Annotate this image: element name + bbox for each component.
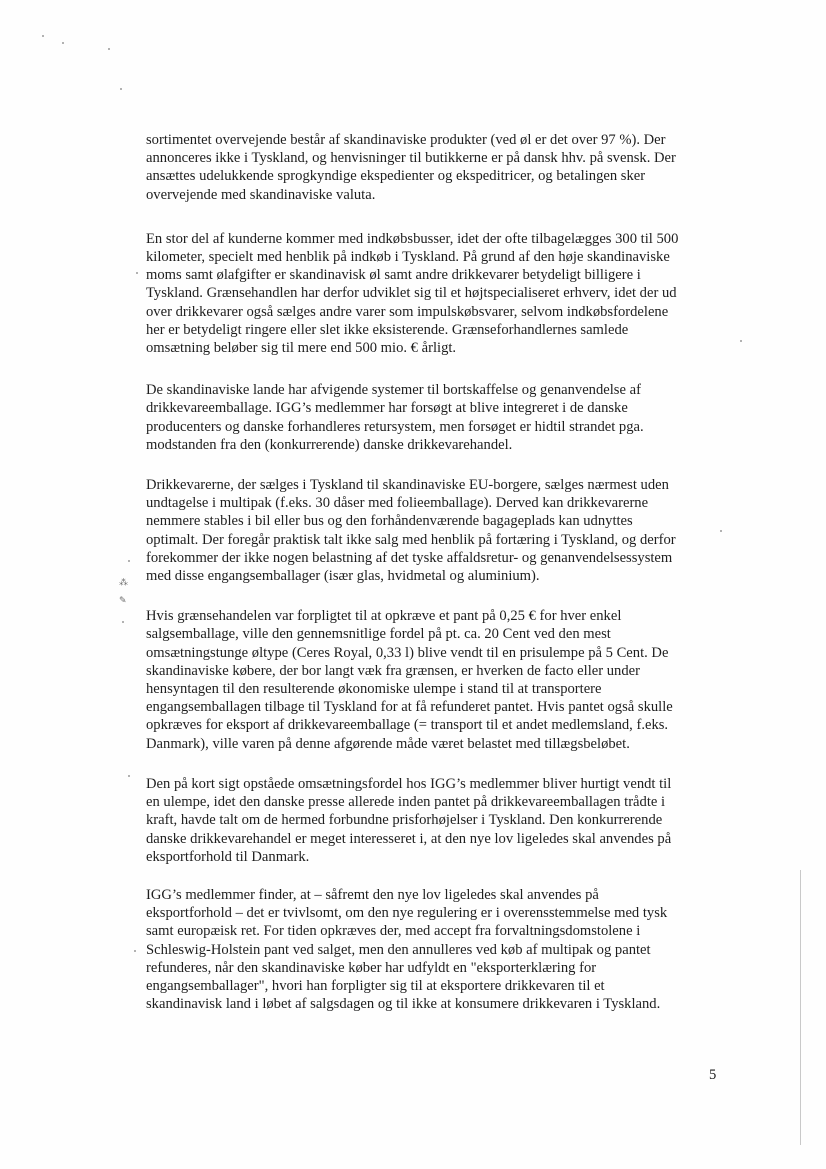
page-number: 5: [709, 1067, 717, 1083]
text-line: annonceres ikke i Tyskland, og henvisninger til butikkerne er på dansk hhv. på svensk. Der: [146, 150, 676, 167]
paragraph-spacer: [146, 357, 742, 381]
scan-speck: [128, 775, 130, 777]
scan-speck: [136, 272, 138, 274]
text-line: skandinavisk land i løbet af salgsdagen og til ikke at konsumere drikkevaren i Tyskland.: [146, 996, 661, 1013]
paragraph-1: [146, 131, 742, 204]
text-line: IGG’s medlemmer finder, at – såfremt den nye lov ligeledes skal anvendes på: [146, 886, 599, 903]
scan-edge-line: [800, 870, 801, 1145]
text-line: producenters og danske forhandleres retursystem, men forsøget er hidtil strandet pga.: [146, 418, 644, 435]
text-line: Schleswig-Holstein pant ved salget, men den annulleres ved køb af multipak og pantet: [146, 941, 651, 958]
text-line: engangsemballagen tilbage til Tyskland for at få refunderet pantet. Hvis pantet også skulle: [146, 699, 673, 716]
scan-speck: [740, 340, 742, 342]
paragraph-6: [146, 775, 742, 866]
margin-mark-icon: ✎: [119, 596, 127, 606]
text-line: En stor del af kunderne kommer med indkøbsbusser, idet der ofte tilbagelægges 300 til 500: [146, 230, 679, 247]
text-line: nemmere stables i bil eller bus og den forhåndenværende bagageplads kan udnyttes: [146, 513, 633, 530]
paragraph-7: [146, 886, 742, 1013]
text-line: Den på kort sigt opståede omsætningsfordel hos IGG’s medlemmer bliver hurtigt vendt til: [146, 775, 672, 792]
text-line: samt europæisk ret. For tiden opkræves der, med accept fra forvaltningsdomstolene i: [146, 923, 641, 940]
text-line: Danmark), ville varen på denne afgørende måde været belastet med tillægsbeløbet.: [146, 735, 630, 752]
paragraph-spacer: [146, 585, 742, 607]
text-line: kilometer, specielt med henblik på indkøb i Tyskland. På grund af den høje skandinaviske: [146, 249, 670, 266]
text-line: undtagelse i multipak (f.eks. 30 dåser med folieemballage). Derved kan drikkevarerne: [146, 495, 649, 512]
text-line: De skandinaviske lande har afvigende systemer til bortskaffelse og genanvendelse af: [146, 382, 641, 399]
text-line: skandinaviske købere, der bor langt væk fra grænsen, er hverken de facto eller under: [146, 662, 640, 679]
text-line: her er betydeligt ringere eller slet ikke eksisterende. Grænseforhandlernes samlede: [146, 321, 629, 338]
text-line: Hvis grænsehandelen var forpligtet til at opkræve et pant på 0,25 € for hver enkel: [146, 608, 622, 625]
scan-speck: [62, 42, 64, 44]
paragraph-spacer: [146, 204, 742, 230]
text-line: eksportforhold til Danmark.: [146, 848, 310, 865]
text-line: drikkevareemballage. IGG’s medlemmer har forsøgt at blive integreret i de danske: [146, 400, 628, 417]
text-line: omsætning beløber sig til mere end 500 mio. € årligt.: [146, 340, 457, 357]
text-line: over drikkevarer også sælges andre varer som impulskøbsvarer, selvom indkøbsfordelene: [146, 303, 669, 320]
scan-speck: [122, 621, 124, 623]
text-line: med disse engangsemballager (især glas, hvidmetal og aluminium).: [146, 568, 540, 585]
margin-mark-icon: ⁂: [119, 578, 128, 588]
text-line: omsætningstunge øltype (Ceres Royal, 0,33 l) blive vendt til en prisulempe på 5 Cent. De: [146, 644, 669, 661]
text-line: salgsemballage, ville den gennemsnitlige fordel på pt. ca. 20 Cent ved den mest: [146, 626, 611, 643]
scan-speck: [128, 560, 130, 562]
text-line: engangsemballager", hvori han forpligter sig til at eksportere drikkevaren til et: [146, 977, 605, 994]
paragraph-2: [146, 230, 742, 357]
scan-speck: [720, 530, 722, 532]
paragraph-5: [146, 607, 742, 753]
text-line: refunderes, når den skandinaviske køber har udfyldt en "eksporterklæring for: [146, 959, 597, 976]
scan-speck: [108, 48, 110, 50]
text-line: danske drikkevarehandel er meget interesseret i, at den nye lov ligeledes skal anvendes på: [146, 830, 672, 847]
scan-speck: [120, 88, 122, 90]
text-line: opkræves for eksport af drikkevareemballage (= transport til et andet medlemsland, f.eks.: [146, 717, 669, 734]
text-line: overvejende med skandinaviske valuta.: [146, 186, 376, 203]
paragraph-spacer: [146, 454, 742, 476]
text-line: forekommer der ikke nogen belastning af det tyske affaldsretur- og genanvendelsessystem: [146, 549, 673, 566]
document-body: [146, 131, 742, 1013]
scan-speck: [134, 950, 136, 952]
text-line: Tyskland. Grænsehandlen har derfor udviklet sig til et højtspecialiseret erhverv, idet der ud: [146, 285, 677, 302]
text-line: sortimentet overvejende består af skandinaviske produkter (ved øl er det over 97 %). Der: [146, 132, 666, 148]
text-line: moms samt ølafgifter er skandinavisk øl samt andre drikkevarer betydeligt billigere i: [146, 267, 641, 284]
text-line: eksportforhold – det er tvivlsomt, om den nye regulering er i overensstemmelse med tysk: [146, 905, 668, 922]
scan-speck: [42, 35, 44, 37]
text-line: ansættes udelukkende sprogkyndige ekspedienter og ekspeditricer, og betalingen sker: [146, 168, 646, 185]
text-line: modstanden fra den (konkurrerende) danske drikkevarehandel.: [146, 436, 513, 453]
paragraph-spacer: [146, 866, 742, 886]
text-line: optimalt. Der foregår praktisk talt ikke salg med henblik på fortæring i Tyskland, og derfor: [146, 531, 676, 548]
text-line: en ulempe, idet den danske presse allerede inden pantet på drikkevareemballagen trådte i: [146, 794, 666, 811]
text-line: Drikkevarerne, der sælges i Tyskland til skandinaviske EU-borgere, sælges nærmest uden: [146, 477, 669, 494]
text-line: hensyntagen til den resulterende økonomiske ulempe i stand til at transportere: [146, 681, 602, 698]
text-line: kraft, havde talt om de hermed forbundne prisforhøjelser i Tyskland. Den konkurrerende: [146, 812, 663, 829]
paragraph-4: [146, 476, 742, 585]
paragraph-3: [146, 381, 742, 454]
paragraph-spacer: [146, 753, 742, 775]
